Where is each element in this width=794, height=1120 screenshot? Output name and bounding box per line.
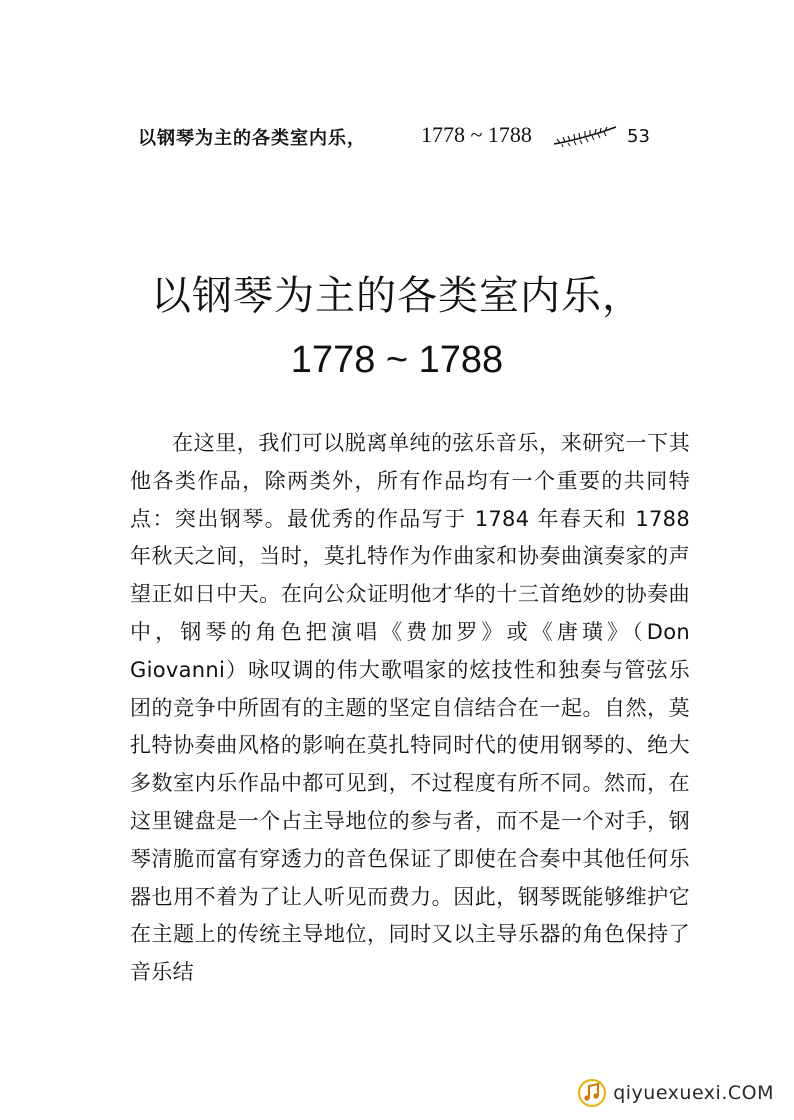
running-head-years: 1778 ~ 1788 [421, 122, 532, 147]
body-paragraph: 在这里，我们可以脱离单纯的弦乐音乐，来研究一下其他各类作品，除两类外，所有作品均有一个重要的共同特点：突出钢琴。最优秀的作品写于 1784 年春天和 1788 年秋天之间，当时，莫扎特作为作曲家和协奏曲演奏家的声望正如日中天。在向公众证明他才华的十三首绝妙的协奏曲中，钢琴的角色把演唱《费加罗》或《唐璜》（Don Giovanni）咏叹调的伟大歌唱家的炫技性和独奏与管弦乐团的竞争中所固有的主题的坚定自信结合在一起。自然，莫扎特协奏曲风格的影响在莫扎特同时代的使用钢琴的、绝大多数室内乐作品中都可见到，不过程度有所不同。然而，在这里键盘是一个占主导地位的参与者，而不是一个对手，钢琴清脆而富有穿透力的音色保证了即使在合奏中其他任何乐器也用不着为了让人听见而费力。因此，钢琴既能够维护它在主题上的传统主导地位，同时又以主导乐器的角色保持了音乐结 [130, 431, 690, 985]
running-head [138, 124, 658, 154]
page-number: 53 [627, 126, 650, 147]
watermark-text: qiyuexuexi.COM [613, 1082, 774, 1104]
chapter-title [0, 264, 794, 392]
feather-quill-icon [552, 126, 618, 148]
chapter-title-line2: 1778 ~ 1788 [290, 339, 504, 381]
running-head-title: 以钢琴为主的各类室内乐， [138, 128, 366, 149]
chapter-title-line1: 以钢琴为主的各类室内乐， [151, 273, 643, 319]
music-logo-icon [577, 1078, 607, 1108]
site-watermark [577, 1076, 774, 1110]
